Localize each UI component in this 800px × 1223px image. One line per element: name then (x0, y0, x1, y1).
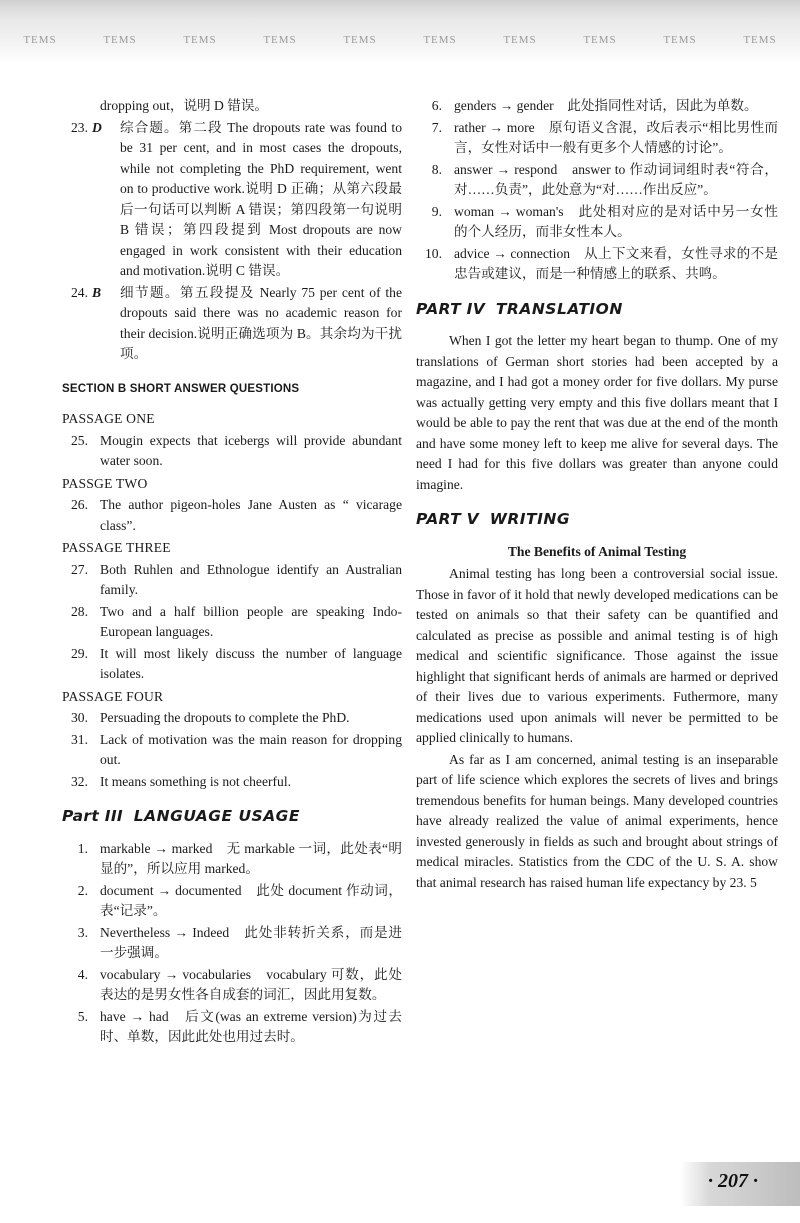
item-number: 6. (431, 98, 442, 113)
list-item (62, 1007, 402, 1048)
item-text: The author pigeon-holes Jane Austen as “ vicarage class”. (100, 497, 402, 533)
translation-paragraph: When I got the letter my heart began to thump. One of my translations of German short stories had been accepted by a magazine, and I had got a money order for five dollars. My purse was actually getting very empty and this five dollars meant that I would be able to pay the rent that was due at the end of the month and have some money left to keep me alive for several days. The need I had for this five dollars was greater than anyone could imagine. (416, 333, 778, 492)
list-item (62, 644, 402, 685)
list-item (62, 495, 402, 536)
header-item: TEMS (263, 34, 297, 46)
part-title: LANGUAGE USAGE (133, 807, 300, 825)
item-number: 27. (71, 561, 88, 577)
item-number: 30. (71, 710, 88, 725)
list-item (416, 202, 778, 243)
item-text: document → documented 此处 document 作动词，表“记录”。 (100, 882, 402, 918)
item-text: Two and a half billion people are speaking Indo-European languages. (100, 603, 402, 639)
answer-letter: D (92, 119, 102, 135)
item-text: answer → respond answer to 作动词词组时表“符合，对……负责”，此处意为“对……作出反应”。 (454, 161, 778, 197)
continuation-text: dropping out，说明 D 错误。 (100, 98, 269, 113)
item-number: 25. (71, 432, 88, 448)
right-column (416, 96, 778, 894)
section-heading: SECTION B SHORT ANSWER QUESTIONS (62, 382, 300, 395)
item-text: Mougin expects that icebergs will provide abundant water soon. (100, 432, 402, 468)
item-number: 24. (71, 284, 88, 300)
item-number: 8. (431, 161, 442, 177)
item-number: 10. (425, 245, 442, 261)
item-text: rather → more 原句语义含混，改后表示“相比男性而言，女性对话中一般有更多个人情感的讨论”。 (454, 119, 778, 155)
header-band (0, 0, 800, 62)
header-item: TEMS (743, 34, 777, 46)
item-number: 9. (431, 203, 442, 219)
list-item (416, 244, 778, 285)
item-text: Both Ruhlen and Ethnologue identify an Australian family. (100, 561, 402, 597)
item-text: It will most likely discuss the number of language isolates. (100, 645, 402, 681)
item-number: 29. (71, 645, 88, 661)
part-heading (416, 299, 778, 320)
item-text: markable → marked 无 markable 一词，此处表“明显的”，所以应用 marked。 (100, 840, 402, 876)
item-number: 23. (71, 119, 88, 135)
answer-letter: B (92, 284, 102, 300)
item-text: It means something is not cheerful. (100, 773, 292, 789)
list-item (62, 560, 402, 601)
item-number: 32. (71, 773, 88, 789)
item-number: 26. (71, 497, 88, 512)
page-number: · 207 · (708, 1170, 758, 1192)
part-title: WRITING (489, 510, 571, 528)
item-text: advice → connection 从上下文来看，女性寻求的不是忠告或建议，而是一种情感上的联系、共鸣。 (454, 245, 778, 281)
answer-item-24 (62, 283, 402, 365)
header-item: TEMS (23, 34, 57, 46)
list-item (62, 772, 402, 793)
passage-label: PASSAGE ONE (62, 411, 155, 426)
list-item (416, 96, 778, 117)
item-text: Persuading the dropouts to complete the PhD. (100, 710, 350, 725)
part-title: TRANSLATION (495, 299, 623, 318)
header-item: TEMS (423, 34, 457, 46)
item-number: 4. (77, 966, 88, 982)
list-item (62, 923, 402, 964)
header-item: TEMS (183, 34, 217, 46)
item-number: 31. (71, 731, 88, 747)
part-heading (62, 806, 402, 827)
part-number: PART V (416, 510, 479, 528)
header-item: TEMS (103, 34, 137, 46)
answer-item-23 (62, 118, 402, 282)
list-item (62, 965, 402, 1006)
passage-label: PASSGE TWO (62, 475, 148, 491)
item-text: 细节题。第五段提及 Nearly 75 per cent of the dropouts said there was no academic reason for their decision.说明正确选项为 B。其余均为干扰项。 (120, 284, 402, 361)
left-column (62, 96, 402, 1049)
essay-title: The Benefits of Animal Testing (507, 543, 687, 559)
passage-label: PASSAGE THREE (62, 540, 171, 555)
header-item: TEMS (503, 34, 537, 46)
item-text: vocabulary → vocabularies vocabulary 可数，此处表达的是男女性各自成套的词汇，因此用复数。 (100, 966, 402, 1002)
essay-paragraph: As far as I am concerned, animal testing is an inseparable part of life science which explores the secrets of lives and brings tremendous benefits for human beings. Many developed countries have already realized the value of animal experiments, hence invested generously in fields as such and brought about strings of medical miracles. Statistics from the CDC of the U. S. A. show that animal research has raised human life expectancy by 23. 5 (416, 751, 778, 890)
list-item (62, 839, 402, 880)
page-number-tab (680, 1162, 800, 1206)
header-item: TEMS (343, 34, 377, 46)
list-item (416, 160, 778, 201)
header-item: TEMS (663, 34, 697, 46)
item-text: Nevertheless → Indeed 此处非转折关系，而是进一步强调。 (100, 924, 402, 960)
item-number: 28. (71, 603, 88, 619)
part-number: PART IV (416, 299, 486, 318)
list-item (62, 730, 402, 771)
passage-label: PASSAGE FOUR (62, 688, 164, 704)
item-text: genders → gender 此处指同性对话，因此为单数。 (454, 98, 758, 113)
list-item (62, 431, 402, 472)
header-item: TEMS (583, 34, 617, 46)
essay-paragraph: Animal testing has long been a controversial social issue. Those in favor of it hold that newly developed medications can be tested on animals so that their safety can be quantified and calculated as precise as possible and animal testing is of high medical and scientific significance. Those against the issue highlight that significant herds of animals are harmed or deprived of their lives due to various experiments. Futhermore, many medications used upon animals will never be permitted to be applied clinically to humans. (416, 566, 778, 745)
item-text: have → had 后文(was an extreme version)为过去时、单数，因此此处也用过去时。 (100, 1008, 402, 1044)
header-items (0, 32, 800, 48)
item-number: 1. (77, 840, 88, 856)
item-number: 2. (77, 882, 88, 898)
item-number: 3. (77, 924, 88, 940)
item-text: Lack of motivation was the main reason for dropping out. (100, 731, 402, 767)
list-item (62, 708, 402, 729)
part-number: Part III (62, 807, 123, 825)
item-text: woman → woman's 此处相对应的是对话中另一女性的个人经历，而非女性本人。 (454, 203, 778, 239)
list-item (62, 881, 402, 922)
item-number: 5. (77, 1008, 88, 1024)
list-item (62, 602, 402, 643)
part-heading (416, 509, 778, 530)
item-number: 7. (431, 119, 442, 135)
list-item (416, 118, 778, 159)
item-text: 综合题。第二段 The dropouts rate was found to be 31 per cent, and in most cases the dropouts, while not completing the PhD requirement, went on to productive work.说明 D 正确；从第六段最后一句话可以判断 A 错误；第四段第一句说明 B 错误；第四段提到 Most dropouts are now engaged in work consistent with their education and motivation.说明 C 错误。 (120, 119, 402, 278)
